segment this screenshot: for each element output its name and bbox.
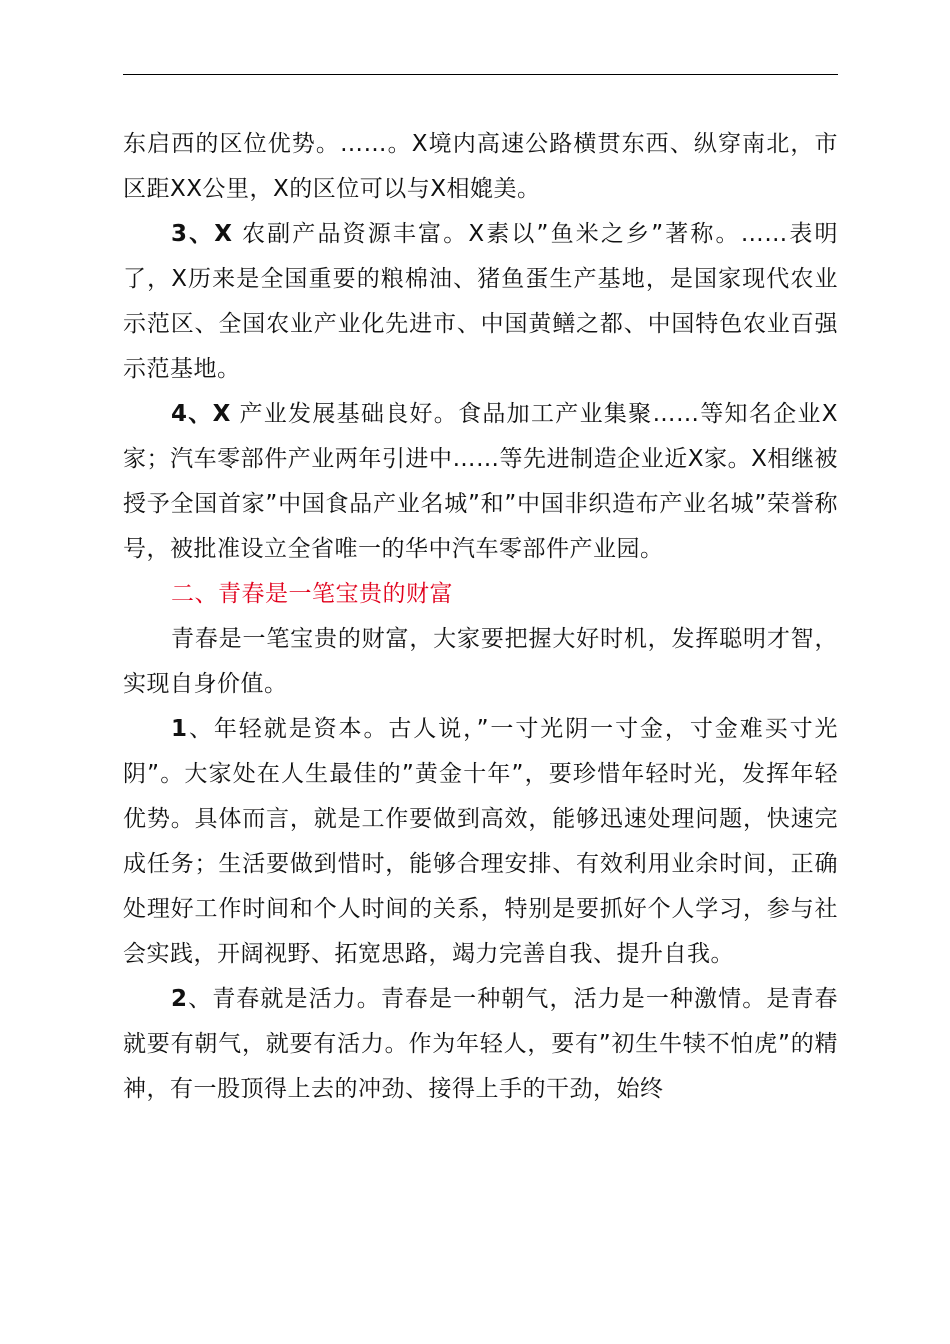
paragraph-text: 东启西的区位优势。……。X境内高速公路横贯东西、纵穿南北，市区距XX公里，X的区位可以与X相媲美。 bbox=[123, 131, 838, 202]
paragraph-item-1 bbox=[123, 707, 838, 977]
item-number: 3、X bbox=[171, 221, 233, 247]
paragraph-item-3 bbox=[123, 212, 838, 392]
section-heading-text: 二、青春是一笔宝贵的财富 bbox=[171, 581, 453, 607]
paragraph-item-4 bbox=[123, 392, 838, 572]
header-rule bbox=[123, 74, 838, 75]
paragraph-text: 产业发展基础良好。食品加工产业集聚……等知名企业X家；汽车零部件产业两年引进中……等先进制造企业近X家。X相继被授予全国首家”中国食品产业名城”和”中国非织造布产业名城”荣誉称号，被批准设立全省唯一的华中汽车零部件产业园。 bbox=[123, 401, 838, 562]
section-heading bbox=[123, 572, 838, 617]
item-number: 2 bbox=[171, 986, 188, 1012]
item-number: 1 bbox=[171, 716, 188, 742]
paragraph-intro bbox=[123, 617, 838, 707]
paragraph-text: 农副产品资源丰富。X素以”鱼米之乡”著称。……表明了，X历来是全国重要的粮棉油、猪鱼蛋生产基地，是国家现代农业示范区、全国农业产业化先进市、中国黄鳝之都、中国特色农业百强示范基地。 bbox=[123, 221, 839, 382]
paragraph-text: 、青春就是活力。青春是一种朝气，活力是一种激情。是青春就要有朝气，就要有活力。作为年轻人，要有”初生牛犊不怕虎”的精神，有一股顶得上去的冲劲、接得上手的干劲，始终 bbox=[123, 986, 838, 1102]
paragraph-continuation bbox=[123, 122, 838, 212]
document-body bbox=[123, 122, 838, 1112]
paragraph-item-2 bbox=[123, 977, 838, 1112]
paragraph-text: 、年轻就是资本。古人说，”一寸光阴一寸金，寸金难买寸光阴”。大家处在人生最佳的”黄金十年”，要珍惜年轻时光，发挥年轻优势。具体而言，就是工作要做到高效，能够迅速处理问题，快速完成任务；生活要做到惜时，能够合理安排、有效利用业余时间，正确处理好工作时间和个人时间的关系，特别是要抓好个人学习，参与社会实践，开阔视野、拓宽思路，竭力完善自我、提升自我。 bbox=[123, 716, 838, 967]
item-number: 4、X bbox=[171, 401, 231, 427]
paragraph-text: 青春是一笔宝贵的财富，大家要把握大好时机，发挥聪明才智，实现自身价值。 bbox=[123, 626, 838, 697]
